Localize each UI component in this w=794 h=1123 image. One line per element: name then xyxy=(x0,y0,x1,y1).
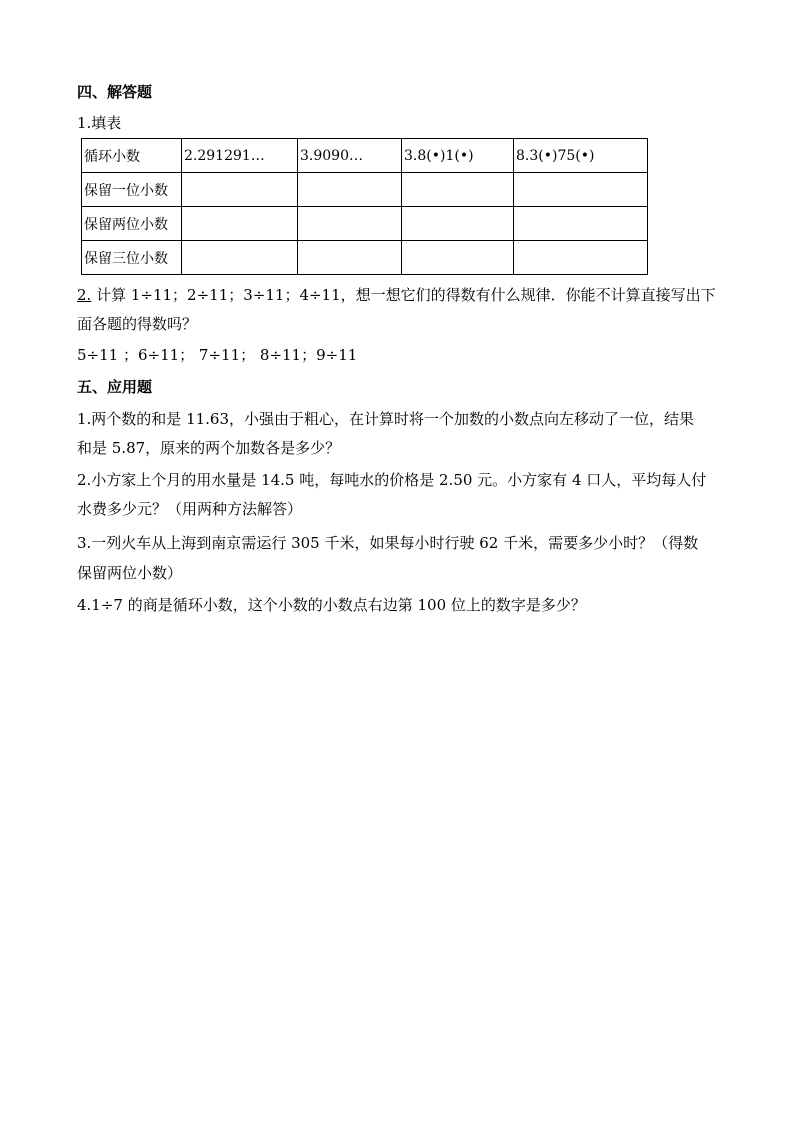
q2-number: 2. xyxy=(77,286,92,304)
table-row xyxy=(82,241,648,275)
table-cell: 3.8(•)1(•) xyxy=(402,139,514,173)
table-cell: 8.3(•)75(•) xyxy=(514,139,648,173)
app-q1-line-1: 1.两个数的和是 11.63，小强由于粗心，在计算时将一个加数的小数点向左移动了一位，结果 xyxy=(77,410,695,428)
answer-cell[interactable] xyxy=(402,173,514,207)
answer-cell[interactable] xyxy=(298,207,402,241)
answer-cell[interactable] xyxy=(182,207,298,241)
table-row xyxy=(82,139,648,173)
table-cell: 3.9090… xyxy=(298,139,402,173)
q1-label: 1.填表 xyxy=(77,114,122,132)
section-4-heading: 四、解答题 xyxy=(77,83,153,101)
q2-line-2: 面各题的得数吗？ xyxy=(77,315,198,333)
app-q2-line-1: 2.小方家上个月的用水量是 14.5 吨，每吨水的价格是 2.50 元。小方家有 4 口人，平均每人付 xyxy=(77,471,707,489)
table-cell: 2.291291… xyxy=(182,139,298,173)
answer-cell[interactable] xyxy=(298,241,402,275)
answer-cell[interactable] xyxy=(514,173,648,207)
answer-cell[interactable] xyxy=(402,207,514,241)
answer-cell[interactable] xyxy=(182,241,298,275)
answer-cell[interactable] xyxy=(402,241,514,275)
app-q3-line-2: 保留两位小数） xyxy=(77,564,183,582)
table-cell: 保留一位小数 xyxy=(82,173,182,207)
q2-line-3: 5÷11 ；6÷11； 7÷11； 8÷11；9÷11 xyxy=(77,346,358,364)
answer-cell[interactable] xyxy=(298,173,402,207)
table-cell: 保留三位小数 xyxy=(82,241,182,275)
app-q2-line-2: 水费多少元？（用两种方法解答） xyxy=(77,500,303,518)
table-cell: 循环小数 xyxy=(82,139,182,173)
q2-text: 计算 1÷11；2÷11；3÷11；4÷11，想一想它们的得数有什么规律．你能不计算直接写出下 xyxy=(91,286,716,304)
q2-line-1 xyxy=(77,285,716,305)
fill-in-table xyxy=(81,138,648,275)
table-row xyxy=(82,207,648,241)
table-row xyxy=(82,173,648,207)
answer-cell[interactable] xyxy=(514,241,648,275)
section-5-heading: 五、应用题 xyxy=(77,378,153,396)
answer-cell[interactable] xyxy=(514,207,648,241)
answer-cell[interactable] xyxy=(182,173,298,207)
table-cell: 保留两位小数 xyxy=(82,207,182,241)
app-q4-line-1: 4.1÷7 的商是循环小数，这个小数的小数点右边第 100 位上的数字是多少？ xyxy=(77,596,586,614)
app-q1-line-2: 和是 5.87，原来的两个加数各是多少？ xyxy=(77,439,341,457)
app-q3-line-1: 3.一列火车从上海到南京需运行 305 千米，如果每小时行驶 62 千米，需要多少小时？（得数 xyxy=(77,534,699,552)
